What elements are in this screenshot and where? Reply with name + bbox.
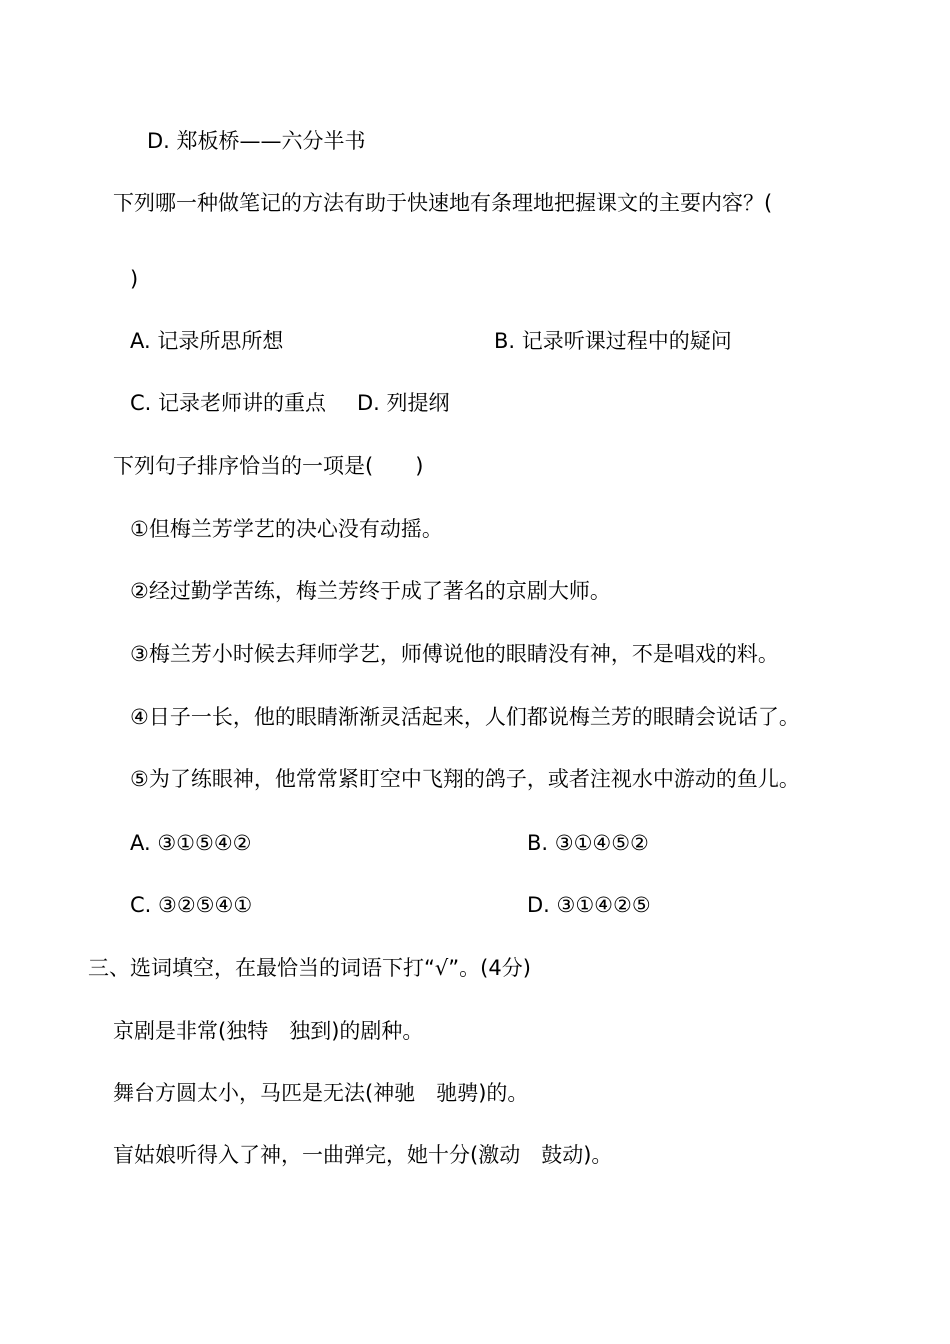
fill-item-2: 舞台方圆太小，马匹是无法(神驰 驰骋)的。 bbox=[113, 1081, 529, 1105]
notes-option-d: D. 列提纲 bbox=[357, 391, 450, 415]
order-sentence-1: ①但梅兰芳学艺的决心没有动摇。 bbox=[130, 517, 443, 541]
section-3-heading: 三、选词填空，在最恰当的词语下打“√”。(4分) bbox=[88, 956, 531, 980]
notes-option-a: A. 记录所思所想 bbox=[130, 329, 284, 353]
notes-question-stem-close: ) bbox=[130, 267, 139, 291]
prev-question-option-d: D. 郑板桥——六分半书 bbox=[147, 129, 366, 153]
order-option-d: D. ③①④②⑤ bbox=[527, 893, 651, 917]
notes-question-stem: 下列哪一种做笔记的方法有助于快速地有条理地把握课文的主要内容？( bbox=[113, 191, 773, 215]
order-sentence-3: ③梅兰芳小时候去拜师学艺，师傅说他的眼睛没有神，不是唱戏的料。 bbox=[130, 642, 779, 666]
order-option-c: C. ③②⑤④① bbox=[130, 893, 253, 917]
order-sentence-2: ②经过勤学苦练，梅兰芳终于成了著名的京剧大师。 bbox=[130, 579, 611, 603]
order-sentence-5: ⑤为了练眼神，他常常紧盯空中飞翔的鸽子，或者注视水中游动的鱼儿。 bbox=[130, 767, 800, 791]
order-sentence-4: ④日子一长，他的眼睛渐渐灵活起来，人们都说梅兰芳的眼睛会说话了。 bbox=[130, 705, 800, 729]
fill-item-3: 盲姑娘听得入了神，一曲弹完，她十分(激动 鼓动)。 bbox=[113, 1143, 613, 1167]
order-question-stem: 下列句子排序恰当的一项是( ) bbox=[113, 454, 424, 478]
order-option-b: B. ③①④⑤② bbox=[527, 831, 649, 855]
notes-option-c: C. 记录老师讲的重点 bbox=[130, 391, 327, 415]
fill-item-1: 京剧是非常(独特 独到)的剧种。 bbox=[113, 1019, 424, 1043]
notes-option-b: B. 记录听课过程中的疑问 bbox=[494, 329, 732, 353]
order-option-a: A. ③①⑤④② bbox=[130, 831, 252, 855]
